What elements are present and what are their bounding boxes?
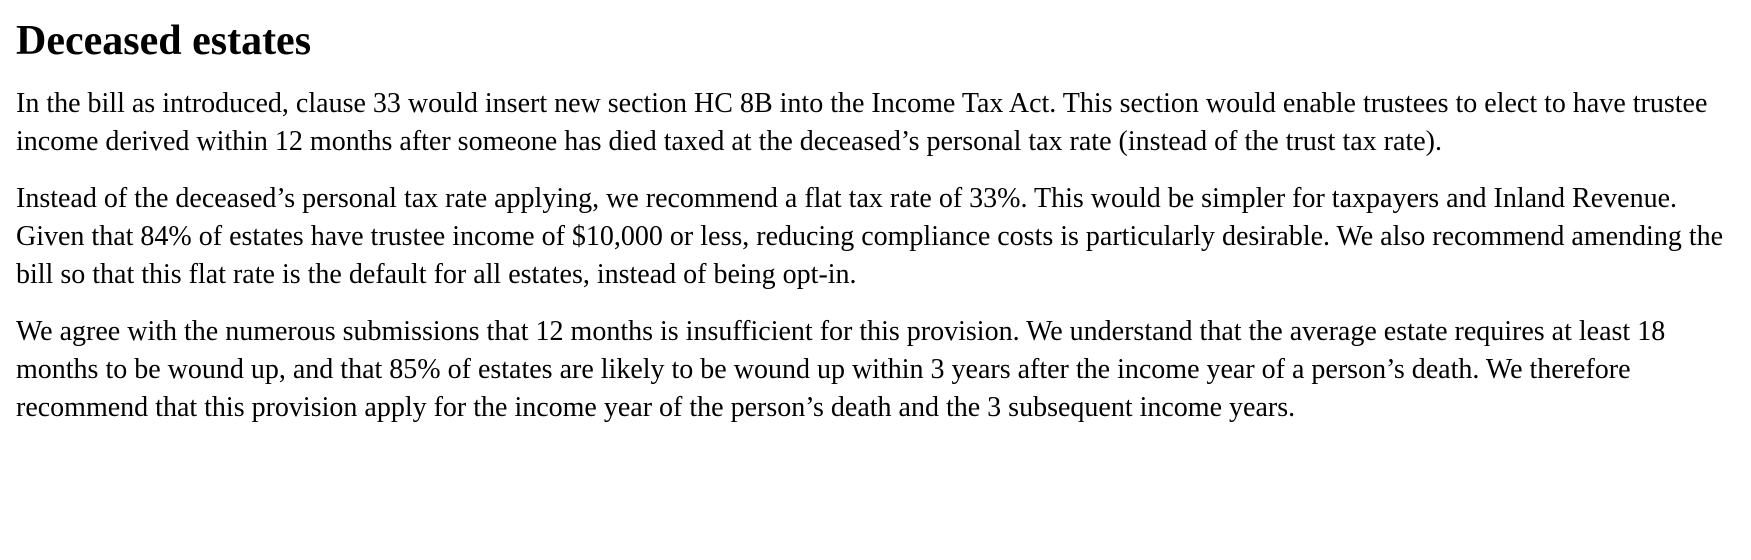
paragraph-flat-tax-rate-recommendation: Instead of the deceased’s personal tax rate applying, we recommend a flat tax rate of 33%. This would be simpler for taxpayers and Inland Revenue. Given that 84% of estates have trustee income of $10,000 or less, reducing compliance costs is particularly desirable. We also recommend amending the bill so that this flat rate is the default for all estates, instead of being opt-in. — [16, 183, 1724, 291]
section-heading-deceased-estates: Deceased estates — [16, 18, 312, 64]
paragraph-bill-as-introduced: In the bill as introduced, clause 33 would insert new section HC 8B into the Income Tax Act. This section would enable trustees to elect to have trustee income derived within 12 months after someone has died taxed at the deceased’s personal tax rate (instead of the trust tax rate). — [16, 88, 1708, 158]
paragraph-timeframe-recommendation: We agree with the numerous submissions that 12 months is insufficient for this provision. We understand that the average estate requires at least 18 months to be wound up, and that 85% of estates are likely to be wound up within 3 years after the income year of a person’s death. We therefore recommend that this provision apply for the income year of the person’s death and the 3 subsequent income years. — [16, 316, 1666, 424]
